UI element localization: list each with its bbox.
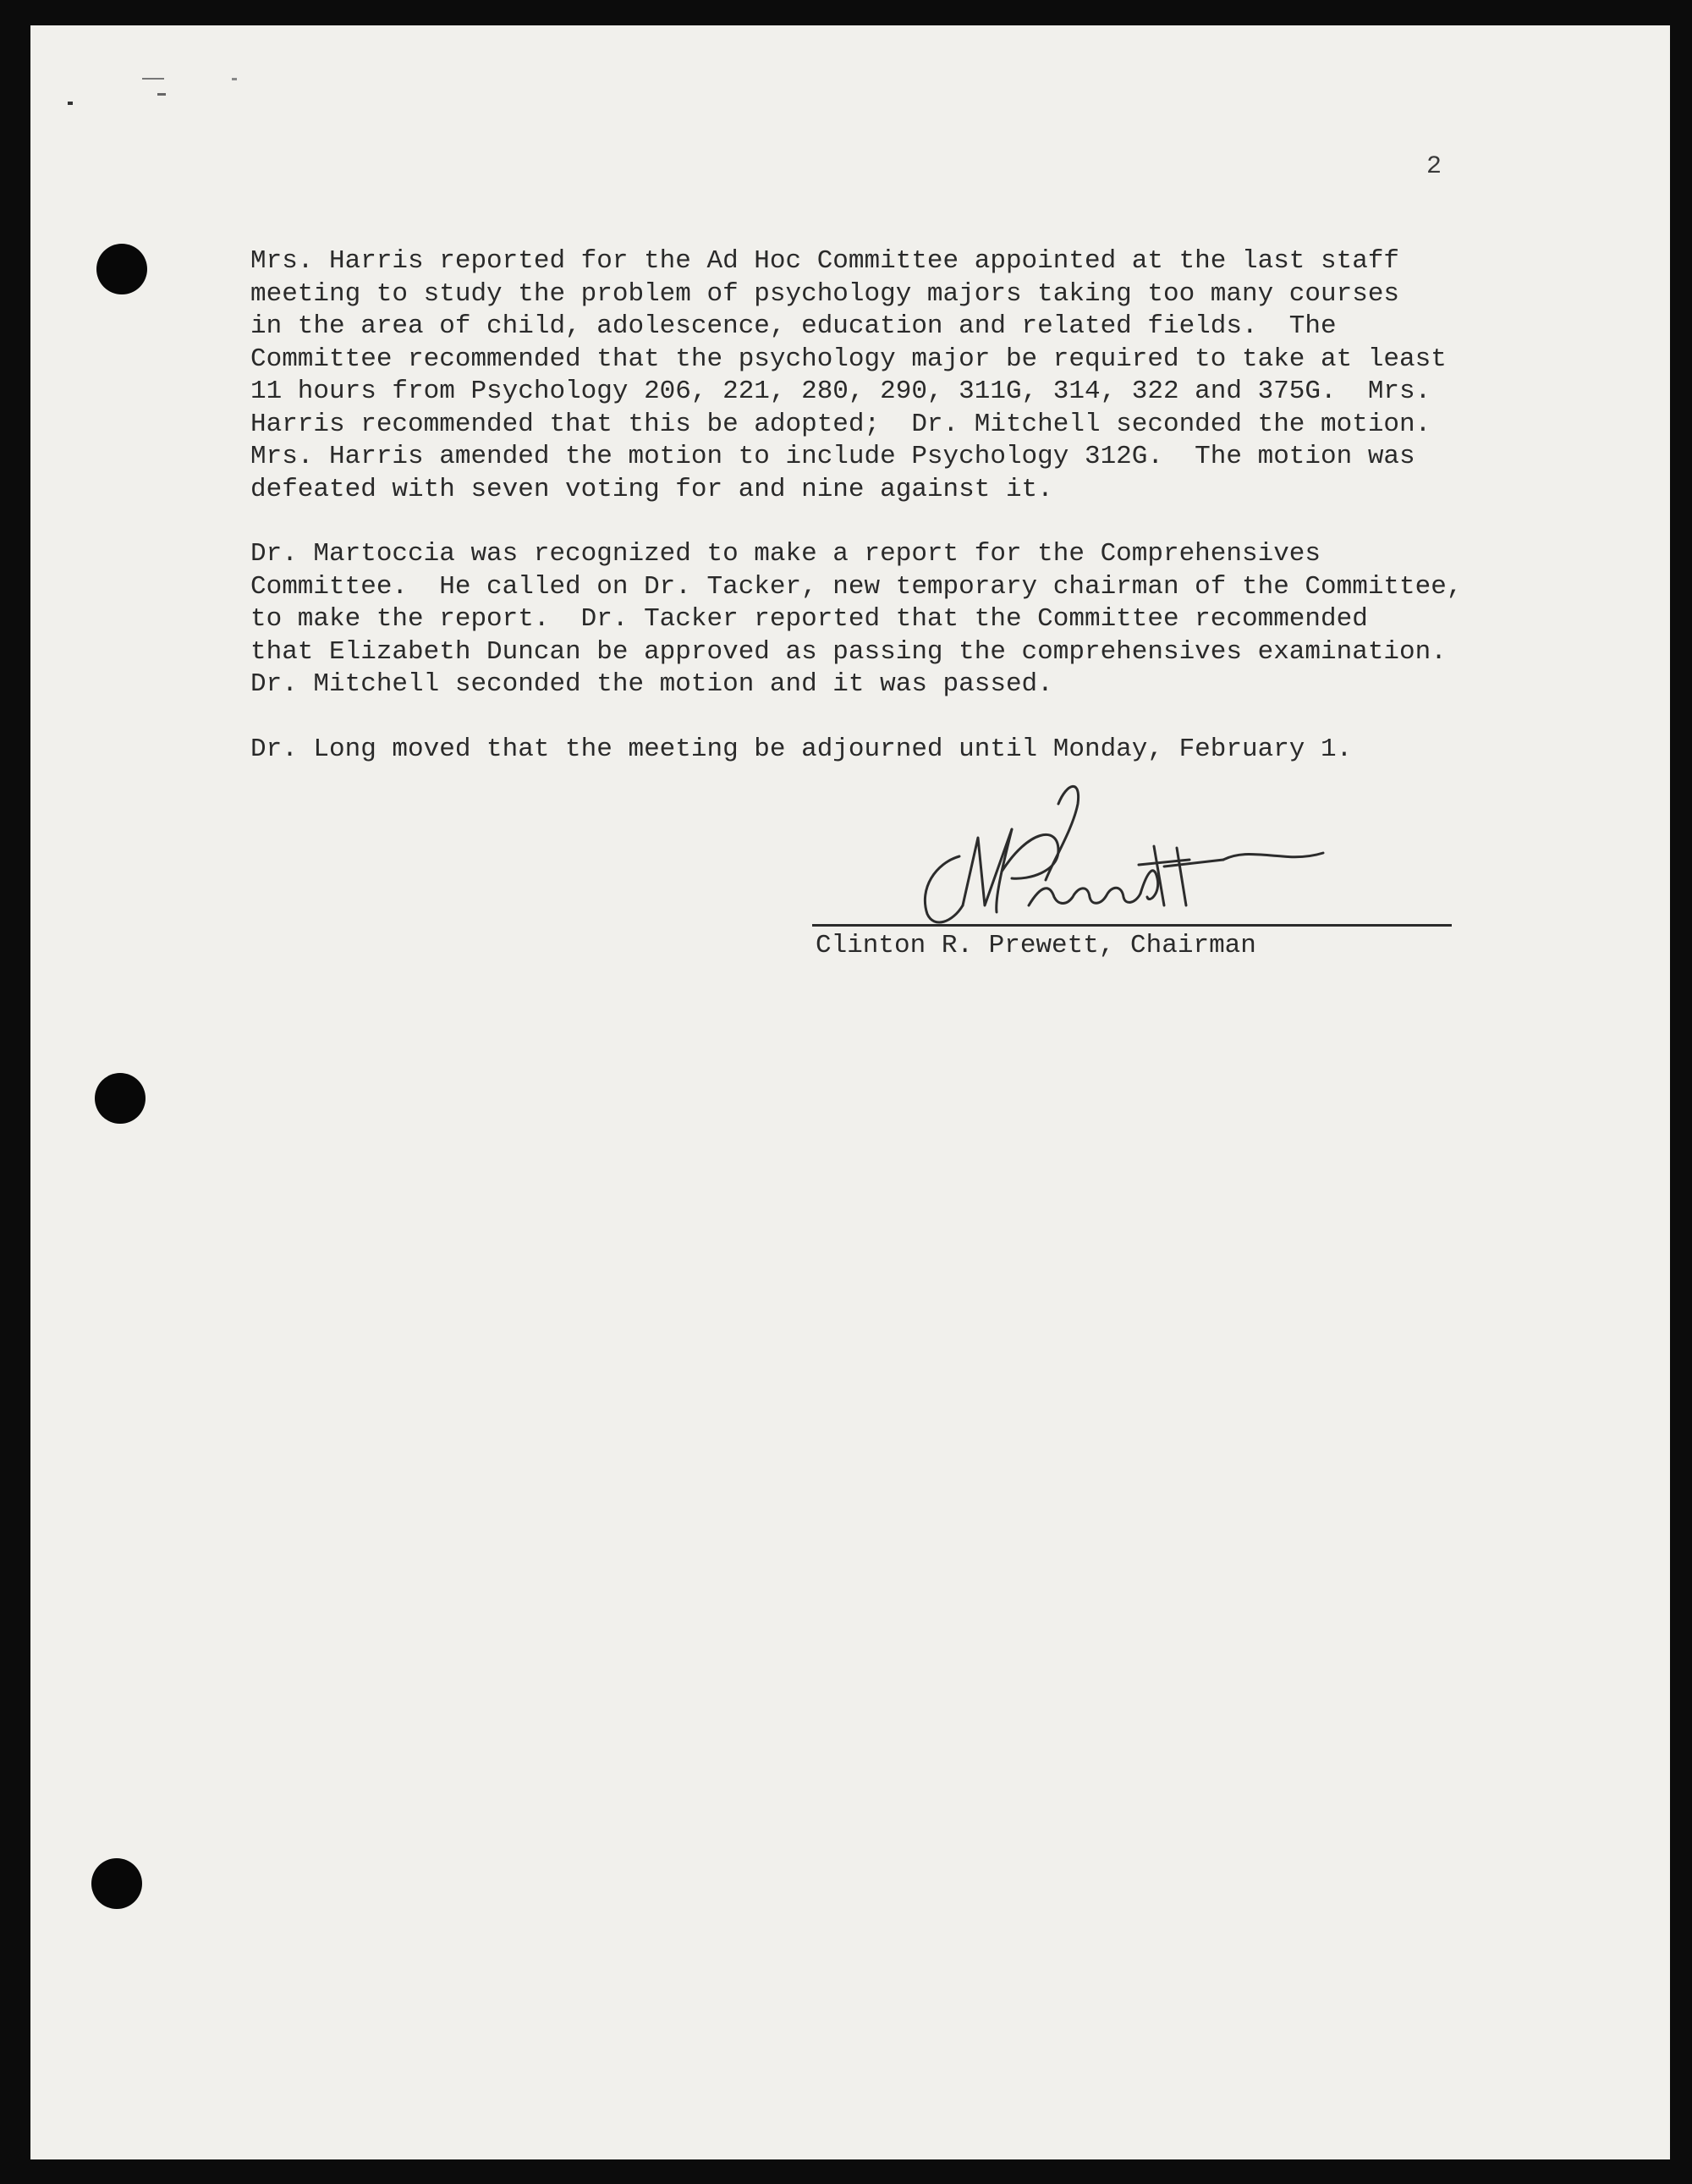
signature-stroke — [1029, 888, 1140, 905]
signature-line — [812, 924, 1452, 927]
text-line: defeated with seven voting for and nine against it. — [250, 474, 1053, 504]
signatory-name: Clinton R. Prewett, Chairman — [816, 931, 1256, 960]
signature-stroke — [997, 829, 1012, 912]
stray-mark — [68, 102, 73, 105]
stray-mark — [142, 78, 164, 80]
text-line: 11 hours from Psychology 206, 221, 280, 290, 311G, 314, 322 and 375G. Mrs. — [250, 377, 1431, 406]
stray-mark — [232, 78, 237, 80]
page-number: 2 — [1426, 152, 1442, 181]
binder-hole-bottom — [91, 1858, 142, 1909]
signature-stroke — [925, 856, 963, 922]
text-line: to make the report. Dr. Tacker reported that the Committee recommended — [250, 604, 1368, 634]
signature-stroke — [1164, 848, 1223, 905]
text-line: in the area of child, adolescence, education and related fields. The — [250, 311, 1337, 341]
text-line: Committee. He called on Dr. Tacker, new temporary chairman of the Committee, — [250, 571, 1463, 602]
paragraph-ad-hoc-committee — [250, 245, 1621, 506]
text-line: Committee recommended that the psychology major be required to take at least — [250, 344, 1447, 374]
paragraph-adjournment — [250, 734, 1621, 767]
document-body — [250, 245, 1621, 798]
text-line: Mrs. Harris amended the motion to include Psychology 312G. The motion was — [250, 442, 1415, 471]
binder-hole-middle — [95, 1073, 146, 1124]
signature-stroke — [1223, 853, 1323, 860]
paragraph-comprehensives-committee — [250, 538, 1621, 701]
text-line: meeting to study the problem of psychology majors taking too many courses — [250, 278, 1400, 309]
text-line: Dr. Mitchell seconded the motion and it was passed. — [250, 669, 1053, 699]
stray-mark — [157, 93, 166, 96]
handwritten-signature — [885, 778, 1342, 939]
binder-hole-top — [96, 244, 147, 294]
text-line: Dr. Long moved that the meeting be adjourned until Monday, February 1. — [250, 734, 1353, 764]
document-page — [30, 25, 1670, 2159]
text-line: Harris recommended that this be adopted; Dr. Mitchell seconded the motion. — [250, 409, 1431, 439]
signature-stroke — [1140, 871, 1158, 899]
text-line: Dr. Martoccia was recognized to make a report for the Comprehensives — [250, 539, 1321, 569]
text-line: that Elizabeth Duncan be approved as passing the comprehensives examination. — [250, 636, 1447, 667]
text-line: Mrs. Harris reported for the Ad Hoc Committee appointed at the last staff — [250, 246, 1400, 276]
